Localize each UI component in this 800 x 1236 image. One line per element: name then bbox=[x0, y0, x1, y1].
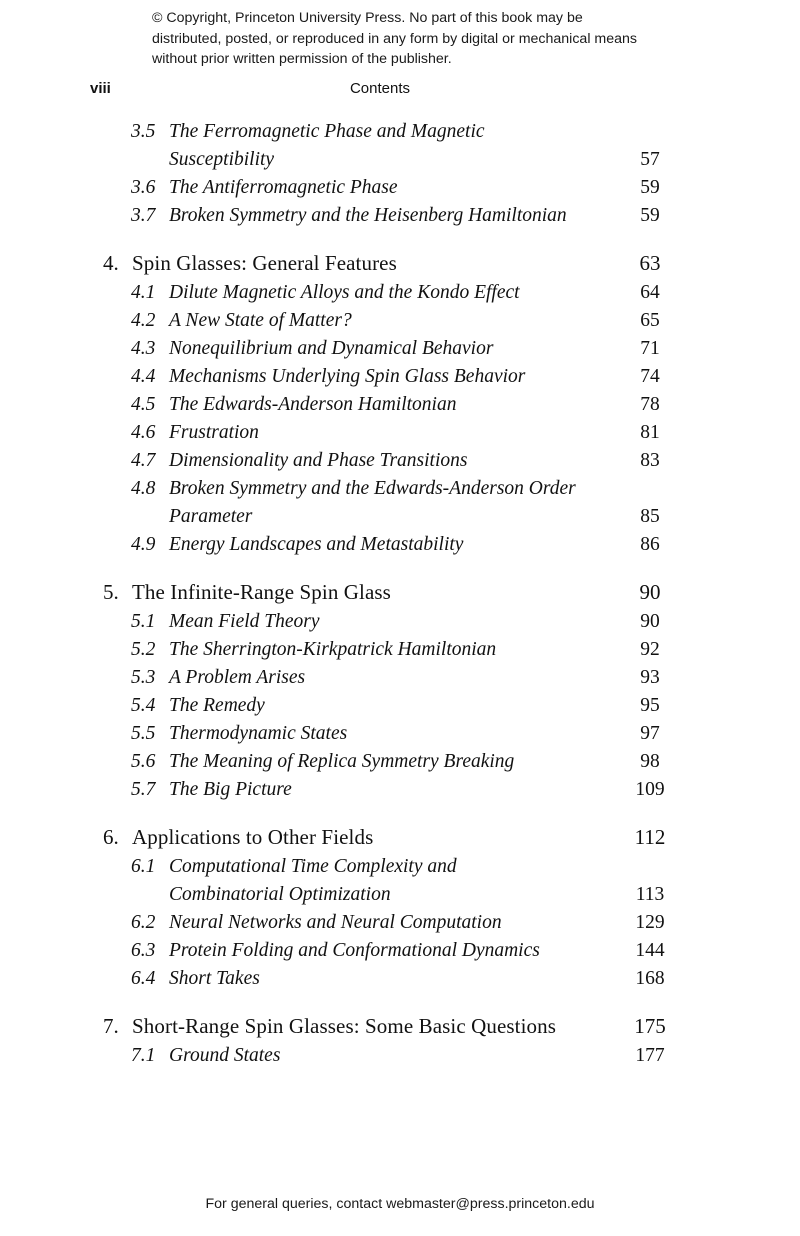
toc-entry-number: 7.1 bbox=[131, 1045, 156, 1066]
toc-entry-title: Protein Folding and Conformational Dynamics bbox=[169, 940, 540, 961]
toc-entry-page-number: 83 bbox=[640, 450, 660, 471]
toc-entry-title: Energy Landscapes and Metastability bbox=[169, 534, 464, 555]
toc-entry-title: The Meaning of Replica Symmetry Breaking bbox=[169, 751, 515, 772]
toc-section-row[interactable] bbox=[0, 174, 800, 202]
toc-section-row[interactable] bbox=[0, 307, 800, 335]
toc-entry-page-number: 90 bbox=[640, 611, 660, 632]
toc-entry-number: 4.2 bbox=[131, 310, 156, 331]
toc-entry-number: 6.4 bbox=[131, 968, 156, 989]
toc-entry-page-number: 93 bbox=[640, 667, 660, 688]
toc-entry-title: The Ferromagnetic Phase and Magnetic bbox=[169, 121, 485, 142]
toc-entry-page-number: 71 bbox=[640, 338, 660, 359]
toc-entry-number: 6.3 bbox=[131, 940, 156, 961]
toc-section-row[interactable] bbox=[0, 531, 800, 559]
toc-entry-page-number: 168 bbox=[635, 968, 665, 989]
page-folio: viii bbox=[90, 80, 111, 97]
toc-section-row[interactable] bbox=[0, 608, 800, 636]
toc-entry-page-number: 92 bbox=[640, 639, 660, 660]
toc-entry-title: Combinatorial Optimization bbox=[169, 884, 391, 905]
toc-entry-number: 5.7 bbox=[131, 779, 156, 800]
toc-continuation-row[interactable] bbox=[0, 881, 800, 909]
toc-entry-title: Frustration bbox=[169, 422, 259, 443]
toc-section-row[interactable] bbox=[0, 965, 800, 993]
toc-entry-number: 3.7 bbox=[131, 205, 156, 226]
toc-chapter-row[interactable] bbox=[0, 577, 800, 608]
toc-entry-page-number: 74 bbox=[640, 366, 660, 387]
toc-entry-number: 5.5 bbox=[131, 723, 156, 744]
toc-section-row[interactable] bbox=[0, 664, 800, 692]
toc-continuation-row[interactable] bbox=[0, 503, 800, 531]
toc-entry-page-number: 81 bbox=[640, 422, 660, 443]
toc-entry-number: 6.2 bbox=[131, 912, 156, 933]
toc-entry-title: The Infinite-Range Spin Glass bbox=[132, 580, 391, 604]
toc-entry-page-number: 97 bbox=[640, 723, 660, 744]
toc-entry-number: 5.3 bbox=[131, 667, 156, 688]
toc-entry-number: 4.6 bbox=[131, 422, 156, 443]
toc-entry-page-number: 177 bbox=[635, 1045, 665, 1066]
toc-chapter-group bbox=[0, 1011, 800, 1070]
toc-entry-number: 4.8 bbox=[131, 478, 156, 499]
toc-entry-page-number: 95 bbox=[640, 695, 660, 716]
table-of-contents bbox=[0, 118, 800, 1070]
toc-entry-title: Neural Networks and Neural Computation bbox=[169, 912, 502, 933]
toc-entry-number: 4. bbox=[103, 251, 119, 275]
toc-entry-title: Ground States bbox=[169, 1045, 281, 1066]
toc-section-row[interactable] bbox=[0, 363, 800, 391]
toc-section-row[interactable] bbox=[0, 748, 800, 776]
toc-entry-number: 4.3 bbox=[131, 338, 156, 359]
toc-entry-number: 4.9 bbox=[131, 534, 156, 555]
toc-entry-title: Dimensionality and Phase Transitions bbox=[169, 450, 468, 471]
toc-entry-title: The Antiferromagnetic Phase bbox=[169, 177, 398, 198]
toc-entry-number: 6. bbox=[103, 825, 119, 849]
toc-entry-page-number: 63 bbox=[639, 251, 661, 275]
toc-continuation-row[interactable] bbox=[0, 146, 800, 174]
toc-entry-number: 4.1 bbox=[131, 282, 156, 303]
toc-section-row[interactable] bbox=[0, 391, 800, 419]
toc-entry-title: Mean Field Theory bbox=[169, 611, 320, 632]
toc-section-row[interactable] bbox=[0, 335, 800, 363]
toc-entry-title: The Sherrington-Kirkpatrick Hamiltonian bbox=[169, 639, 497, 660]
toc-chapter-row[interactable] bbox=[0, 822, 800, 853]
toc-section-row[interactable] bbox=[0, 475, 800, 503]
page-title: Contents bbox=[349, 80, 411, 97]
toc-entry-number: 5.6 bbox=[131, 751, 156, 772]
toc-section-row[interactable] bbox=[0, 118, 800, 146]
toc-section-row[interactable] bbox=[0, 419, 800, 447]
toc-entry-number: 4.7 bbox=[131, 450, 156, 471]
toc-section-row[interactable] bbox=[0, 1042, 800, 1070]
toc-entry-title: Short Takes bbox=[169, 968, 260, 989]
toc-entry-title: Thermodynamic States bbox=[169, 723, 348, 744]
toc-entry-page-number: 86 bbox=[640, 534, 660, 555]
toc-entry-number: 4.5 bbox=[131, 394, 156, 415]
toc-entry-page-number: 112 bbox=[634, 825, 666, 849]
toc-section-row[interactable] bbox=[0, 909, 800, 937]
toc-entry-title: Broken Symmetry and the Edwards-Anderson Order bbox=[169, 478, 576, 499]
toc-entry-number: 7. bbox=[103, 1014, 119, 1038]
toc-entry-title: The Big Picture bbox=[169, 779, 292, 800]
toc-chapter-row[interactable] bbox=[0, 248, 800, 279]
toc-section-row[interactable] bbox=[0, 853, 800, 881]
toc-entry-number: 5. bbox=[103, 580, 119, 604]
toc-section-row[interactable] bbox=[0, 937, 800, 965]
toc-entry-title: Dilute Magnetic Alloys and the Kondo Effect bbox=[169, 282, 520, 303]
toc-section-row[interactable] bbox=[0, 447, 800, 475]
toc-entry-page-number: 64 bbox=[640, 282, 660, 303]
toc-entry-page-number: 109 bbox=[635, 779, 665, 800]
toc-section-row[interactable] bbox=[0, 776, 800, 804]
toc-entry-page-number: 144 bbox=[635, 940, 665, 961]
toc-chapter-group bbox=[0, 822, 800, 993]
toc-entry-page-number: 65 bbox=[640, 310, 660, 331]
toc-section-row[interactable] bbox=[0, 279, 800, 307]
copyright-notice: © Copyright, Princeton University Press. No part of this book may be distributed, posted, or reproduced in any form by digital or mechanical means without prior written permission of the publisher. bbox=[152, 10, 637, 67]
running-head bbox=[0, 80, 800, 104]
toc-chapter-row[interactable] bbox=[0, 1011, 800, 1042]
toc-section-row[interactable] bbox=[0, 692, 800, 720]
toc-entry-number: 5.4 bbox=[131, 695, 156, 716]
toc-entry-title: The Edwards-Anderson Hamiltonian bbox=[169, 394, 457, 415]
footer-text: For general queries, contact webmaster@press.princeton.edu bbox=[205, 1196, 595, 1212]
toc-entry-title: Spin Glasses: General Features bbox=[132, 251, 397, 275]
toc-section-row[interactable] bbox=[0, 720, 800, 748]
toc-entry-number: 4.4 bbox=[131, 366, 156, 387]
toc-entry-page-number: 85 bbox=[640, 506, 660, 527]
toc-entry-page-number: 113 bbox=[635, 884, 665, 905]
footer bbox=[0, 1196, 800, 1212]
toc-entry-title: Susceptibility bbox=[169, 149, 275, 170]
toc-entry-number: 5.2 bbox=[131, 639, 156, 660]
toc-entry-page-number: 59 bbox=[640, 205, 660, 226]
toc-entry-page-number: 78 bbox=[640, 394, 660, 415]
toc-entry-page-number: 98 bbox=[640, 751, 660, 772]
toc-entry-page-number: 175 bbox=[634, 1014, 666, 1038]
toc-entry-page-number: 57 bbox=[640, 149, 660, 170]
toc-entry-title: The Remedy bbox=[169, 695, 265, 716]
toc-entry-number: 5.1 bbox=[131, 611, 156, 632]
toc-entry-page-number: 90 bbox=[639, 580, 661, 604]
toc-chapter-group bbox=[0, 577, 800, 804]
toc-entry-title: Mechanisms Underlying Spin Glass Behavior bbox=[169, 366, 526, 387]
toc-section-row[interactable] bbox=[0, 636, 800, 664]
toc-section-row[interactable] bbox=[0, 202, 800, 230]
toc-chapter-group bbox=[0, 248, 800, 559]
toc-entry-number: 6.1 bbox=[131, 856, 156, 877]
toc-entry-page-number: 59 bbox=[640, 177, 660, 198]
toc-entry-title: Broken Symmetry and the Heisenberg Hamiltonian bbox=[169, 205, 567, 226]
toc-entry-title: Nonequilibrium and Dynamical Behavior bbox=[169, 338, 494, 359]
toc-entry-number: 3.5 bbox=[131, 121, 156, 142]
toc-entry-number: 3.6 bbox=[131, 177, 156, 198]
toc-entry-title: Computational Time Complexity and bbox=[169, 856, 457, 877]
toc-entry-page-number: 129 bbox=[635, 912, 665, 933]
toc-chapter-group bbox=[0, 118, 800, 230]
toc-entry-title: A Problem Arises bbox=[169, 667, 306, 688]
toc-entry-title: Parameter bbox=[169, 506, 253, 527]
toc-entry-title: A New State of Matter? bbox=[169, 310, 352, 331]
toc-entry-title: Applications to Other Fields bbox=[132, 825, 374, 849]
toc-entry-title: Short-Range Spin Glasses: Some Basic Questions bbox=[132, 1014, 556, 1038]
